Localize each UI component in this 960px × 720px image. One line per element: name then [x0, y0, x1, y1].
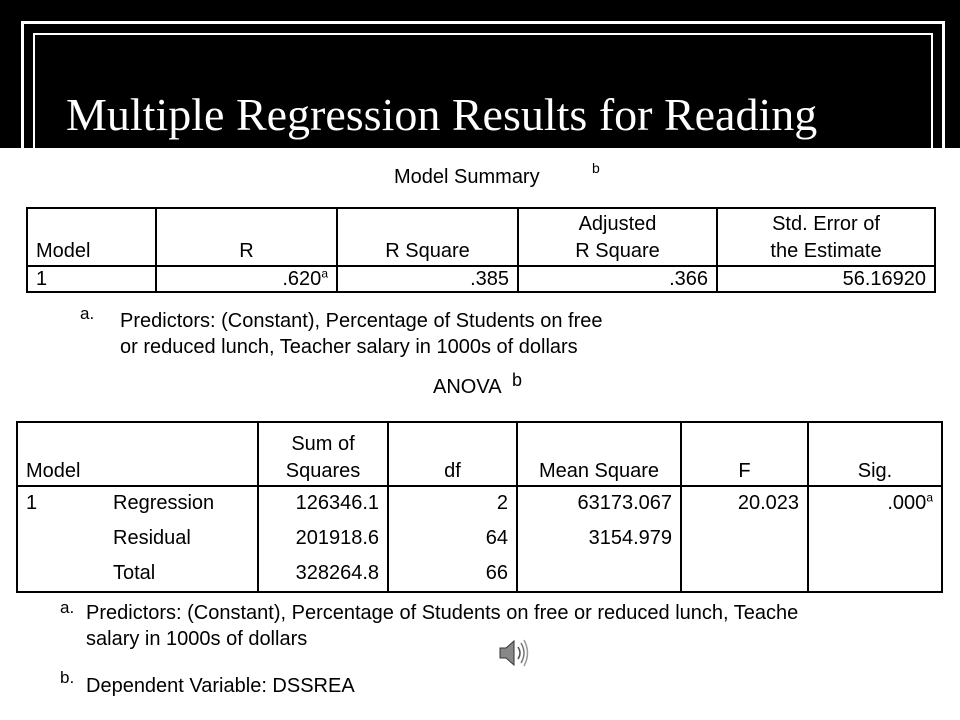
sum-of-squares-value: 328264.8 — [258, 556, 388, 592]
header-line: R Square — [575, 240, 660, 262]
mean-square-value: 3154.979 — [517, 520, 681, 556]
col-header-r-square: R Square — [337, 208, 518, 266]
r-value-note: a — [321, 266, 328, 280]
header-line: Adjusted — [578, 213, 657, 235]
col-header-sig: Sig. — [808, 422, 942, 486]
sig-value: .000 — [887, 492, 927, 514]
model-number: 1 — [36, 267, 48, 290]
col-header-adjusted-r-square — [518, 208, 717, 266]
table-row — [17, 520, 942, 556]
anova-footnote-a-letter: a. — [60, 598, 75, 617]
table-row — [17, 486, 942, 520]
model-summary-header-row — [27, 208, 935, 266]
model-summary-footnote — [120, 308, 602, 360]
anova-table — [16, 421, 943, 593]
sum-of-squares-value: 201918.6 — [258, 520, 388, 556]
r-value-cell — [156, 266, 337, 292]
model-summary-caption-note: b — [592, 160, 600, 176]
model-number: 1 — [26, 492, 38, 514]
footnote-line: Predictors: (Constant), Percentage of Students on free or reduced lunch, Teache — [86, 602, 799, 624]
f-value — [681, 556, 808, 592]
header-line: Sum of — [291, 433, 355, 455]
header-line: the Estimate — [770, 240, 882, 262]
sum-of-squares-value: 126346.1 — [258, 486, 388, 520]
adj-r-square-value: .366 — [518, 266, 717, 292]
speaker-icon[interactable] — [496, 636, 530, 670]
model-summary-footnote-letter: a. — [80, 304, 95, 323]
footnote-line: Predictors: (Constant), Percentage of Students on free — [120, 310, 603, 332]
col-header-model: Model — [36, 240, 91, 262]
slide-title: Multiple Regression Results for Reading — [66, 89, 818, 140]
anova-footnote-b — [86, 673, 355, 699]
anova-footnote-b-letter: b. — [60, 668, 75, 687]
mean-square-value: 63173.067 — [517, 486, 681, 520]
anova-header-row — [17, 422, 942, 486]
r-square-value: .385 — [337, 266, 518, 292]
sig-value-cell — [808, 520, 942, 556]
col-header-std-error — [717, 208, 935, 266]
model-number — [17, 556, 105, 592]
sig-value-cell — [808, 556, 942, 592]
model-summary-caption: Model Summary — [394, 166, 540, 188]
table-row — [27, 266, 935, 292]
std-error-value: 56.16920 — [717, 266, 935, 292]
col-header-term — [105, 422, 258, 486]
df-value: 2 — [388, 486, 517, 520]
model-summary-table — [26, 207, 936, 293]
term-label: Total — [113, 562, 156, 584]
col-header-sum-of-squares — [258, 422, 388, 486]
r-value: .620 — [282, 267, 322, 290]
df-value: 66 — [388, 556, 517, 592]
col-header-f: F — [681, 422, 808, 486]
col-header-r: R — [156, 208, 337, 266]
term-label: Regression — [113, 492, 215, 514]
f-value — [681, 520, 808, 556]
f-value: 20.023 — [681, 486, 808, 520]
header-line: Std. Error of — [772, 213, 880, 235]
mean-square-value — [517, 556, 681, 592]
sig-value-cell — [808, 486, 942, 520]
anova-caption: ANOVA — [433, 376, 502, 398]
col-header-model: Model — [26, 460, 81, 482]
footnote-line: salary in 1000s of dollars — [86, 628, 308, 650]
footnote-line: Dependent Variable: DSSREA — [86, 675, 355, 697]
col-header-mean-square: Mean Square — [517, 422, 681, 486]
table-row — [17, 556, 942, 592]
df-value: 64 — [388, 520, 517, 556]
footnote-line: or reduced lunch, Teacher salary in 1000s of dollars — [120, 336, 578, 358]
col-header-df: df — [388, 422, 517, 486]
term-label: Residual — [113, 526, 191, 549]
model-number — [17, 520, 105, 556]
sig-value-note: a — [926, 490, 933, 505]
anova-caption-note: b — [512, 370, 523, 390]
header-line: Squares — [285, 460, 361, 482]
